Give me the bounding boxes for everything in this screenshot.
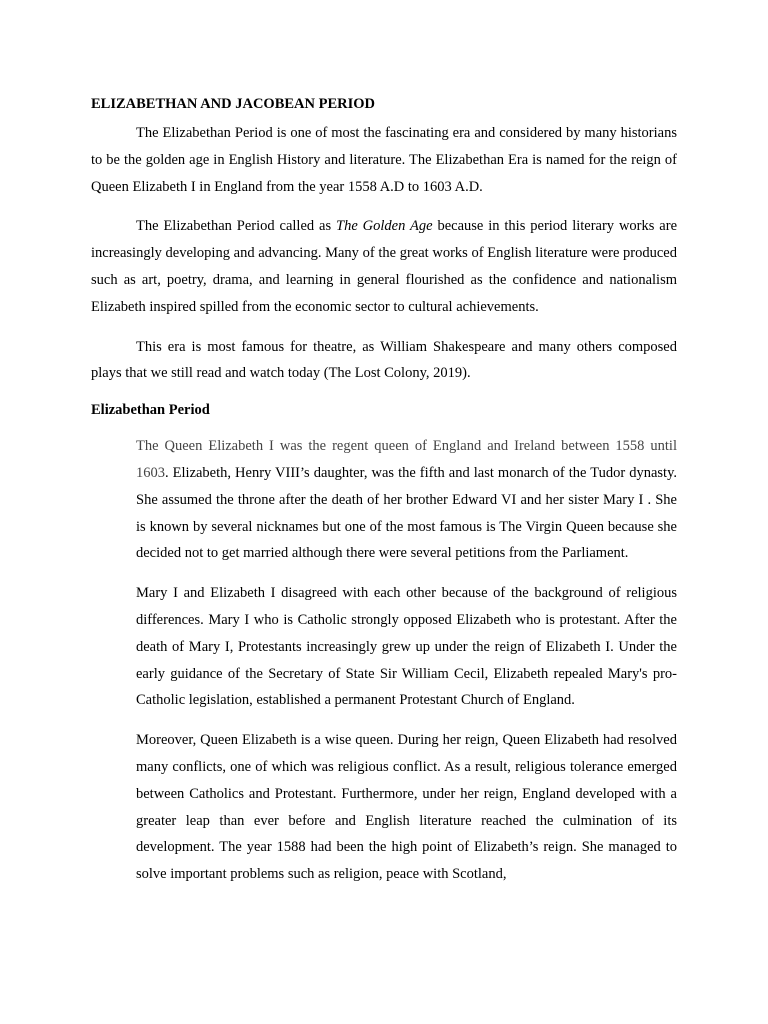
- paragraph-text: because in this period literary works are increasingly developing and advancing. Many of the great works of English literature were produced such as art, poetry, drama, and learning in general flourished as the confidence and nationalism Elizabeth inspired spilled from the economic sector to cultural achievements.: [91, 218, 678, 315]
- intro-paragraph-3: This era is most famous for theatre, as William Shakespeare and many others composed plays that we still read and watch today (The Lost Colony, 2019).: [91, 338, 677, 382]
- section-paragraph-3: Moreover, Queen Elizabeth is a wise queen. During her reign, Queen Elizabeth had resolved many conflicts, one of which was religious conflict. As a result, religious tolerance emerged between Catholics and Protestant. Furthermore, under her reign, England developed with a greater leap than ever before and English literature reached the culmination of its development. The year 1588 had been the high point of Elizabeth’s reign. She managed to solve important problems such as religion, peace with Scotland,: [136, 732, 677, 883]
- intro-paragraph-1: The Elizabethan Period is one of most the fascinating era and considered by many historians to be the golden age in English History and literature. The Elizabethan Era is named for the reign of Queen Elizabeth I in England from the year 1558 A.D to 1603 A.D.: [91, 125, 677, 195]
- paragraph-text: The Elizabethan Period called as: [136, 218, 337, 235]
- highlighted-text: The Queen Elizabeth I was the regent queen of England and Ireland between 1558 until 1603: [136, 438, 677, 481]
- italic-title-text: The Golden Age: [336, 218, 433, 235]
- section-paragraph-1: [136, 433, 677, 567]
- paragraph-text: . Elizabeth, Henry VIII’s daughter, was the fifth and last monarch of the Tudor dynasty. She assumed the throne after the death of her brother Edward VI and her sister Mary I . She is known by several nicknames but one of the most famous is The Virgin Queen because she decided not to get married although there were several petitions from the Parliament.: [136, 464, 677, 562]
- intro-paragraph-2: [91, 213, 677, 320]
- page-title: ELIZABETHAN AND JACOBEAN PERIOD: [91, 96, 376, 112]
- section-heading: Elizabethan Period: [91, 402, 210, 419]
- section-paragraph-2: Mary I and Elizabeth I disagreed with each other because of the background of religious differences. Mary I who is Catholic strongly opposed Elizabeth who is protestant. After the death of Mary I, Protestants increasingly grew up under the reign of Elizabeth I. Under the early guidance of the Secretary of State Sir William Cecil, Elizabeth repealed Mary's pro-Catholic legislation, established a permanent Protestant Church of England.: [136, 585, 677, 709]
